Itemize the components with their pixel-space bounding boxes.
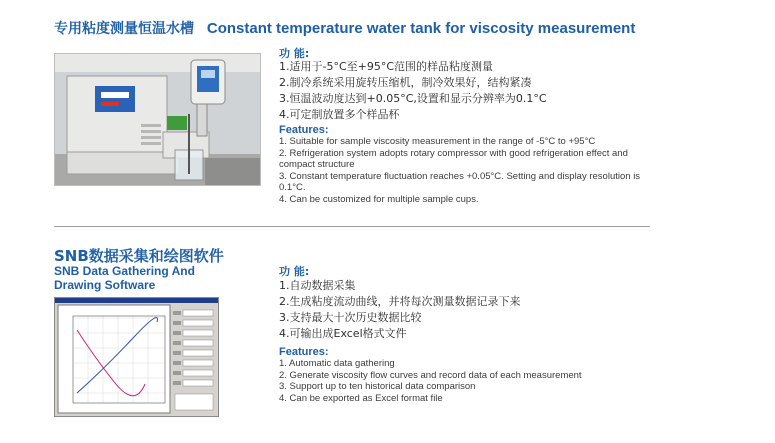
list-item: 1.适用于-5°C至+95°C范围的样品粘度测量 (279, 60, 494, 73)
function-list (279, 59, 547, 123)
title-cn: 专用粘度测量恒温水槽 (54, 21, 194, 37)
function-heading: 功 能: (279, 47, 310, 60)
features-list (279, 136, 649, 205)
software-title-en (54, 264, 195, 292)
features-heading: Features: (279, 124, 329, 136)
list-item: 4.可输出成Excel格式文件 (279, 327, 407, 340)
list-item: 3. Support up to ten historical data comparison (279, 381, 476, 392)
features-heading: Features: (279, 346, 329, 358)
list-item: 3. Constant temperature fluctuation reaches +0.05°C. Setting and display resolution is 0.1°C. (279, 170, 641, 193)
water-tank-photo (54, 53, 261, 186)
list-item: 2.制冷系统采用旋转压缩机，制冷效果好，结构紧凑 (279, 76, 532, 89)
function-heading: 功 能: (279, 265, 310, 278)
list-item: 4.可定制放置多个样品杯 (279, 108, 400, 121)
software-screenshot (54, 297, 219, 417)
list-item: 3.支持最大十次历史数据比较 (279, 311, 422, 324)
title-en: Constant temperature water tank for viscosity measurement (206, 20, 636, 37)
features-list (279, 358, 659, 404)
software-title-cn: SNB数据采集和绘图软件 (54, 247, 224, 265)
list-item: 2.生成粘度流动曲线，并将每次测量数据记录下来 (279, 295, 521, 308)
list-item: 4. Can be customized for multiple sample cups. (279, 193, 479, 205)
list-item: 1. Suitable for sample viscosity measurement in the range of -5°C to +95°C (279, 136, 596, 147)
list-item: 1. Automatic data gathering (279, 358, 395, 369)
list-item: 1.自动数据采集 (279, 279, 356, 292)
function-list (279, 278, 521, 342)
title-line: SNB Data Gathering And (54, 264, 195, 278)
title-line: Drawing Software (54, 278, 156, 292)
list-item: 3.恒温波动度达到+0.05°C,设置和显示分辨率为0.1°C (279, 92, 547, 105)
list-item: 4. Can be exported as Excel format file (279, 392, 443, 404)
list-item: 2. Generate viscosity flow curves and record data of each measurement (279, 369, 582, 381)
section-divider (54, 226, 650, 227)
list-item: 2. Refrigeration system adopts rotary compressor with good refrigeration effect and compact structure (279, 147, 628, 170)
section-title (54, 18, 635, 38)
